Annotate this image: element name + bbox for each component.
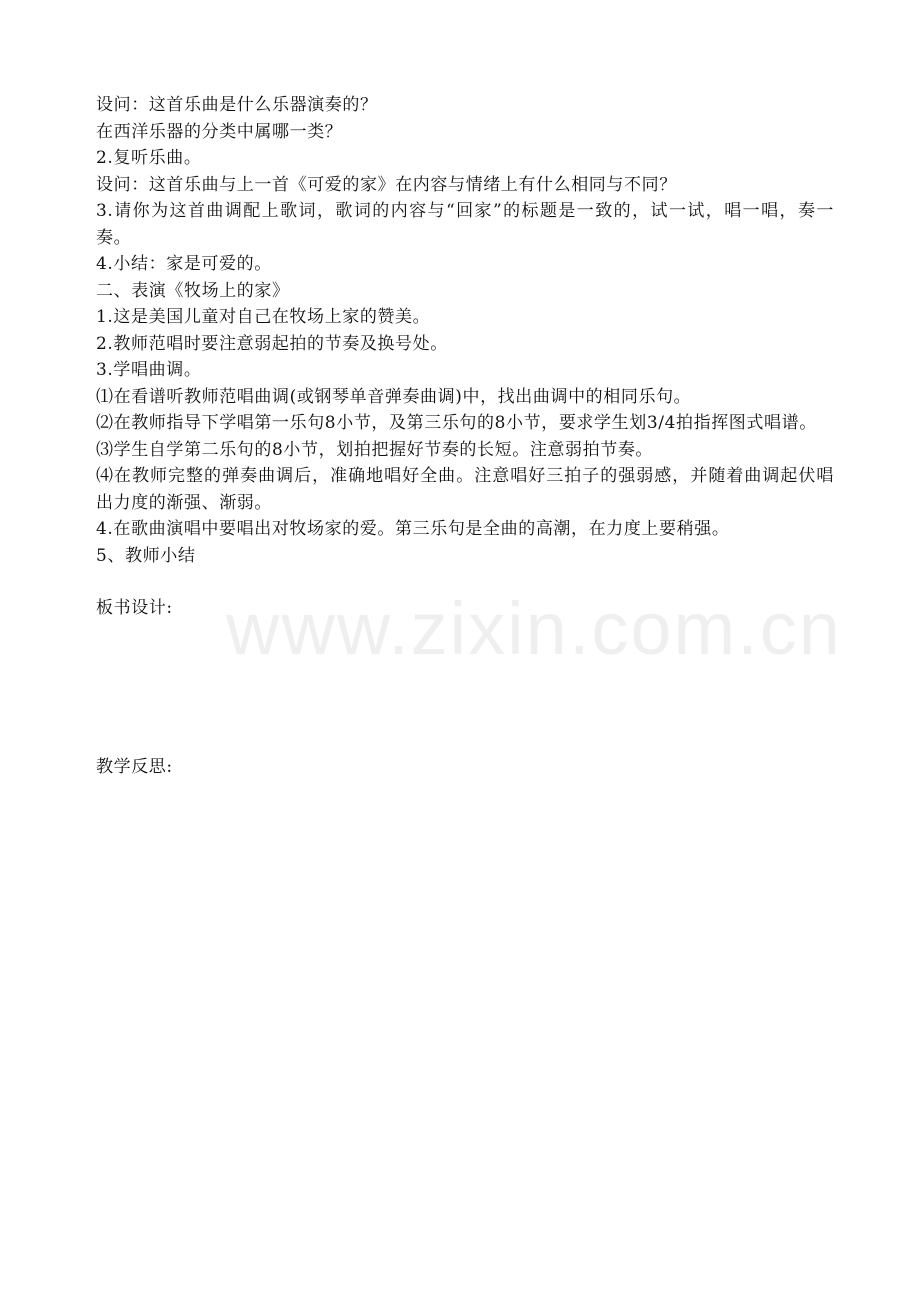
perform-step-4: 4.在歌曲演唱中要唱出对牧场家的爱。第三乐句是全曲的高潮，在力度上要稍强。 xyxy=(96,519,730,539)
spacer xyxy=(96,622,834,754)
question-instrument: 设问：这首乐曲是什么乐器演奏的？ xyxy=(96,95,378,115)
question-category: 在西洋乐器的分类中属哪一类？ xyxy=(96,121,343,142)
step-summary: 4.小结：家是可爱的。 xyxy=(96,254,272,274)
substep-2: ⑵在教师指导下学唱第一乐句8小节，及第三乐句的8小节，要求学生划3/4拍指挥图式唱谱。 xyxy=(96,413,817,433)
perform-step-1: 1.这是美国儿童对自己在牧场上家的赞美。 xyxy=(96,307,431,327)
question-compare: 设问：这首乐曲与上一首《可爱的家》在内容与情绪上有什么相同与不同？ xyxy=(96,174,677,195)
spacer xyxy=(96,569,834,595)
substep-1: ⑴在看谱听教师范唱曲调(或钢琴单音弹奏曲调)中，找出曲调中的相同乐句。 xyxy=(96,386,692,407)
step-lyrics: 3.请你为这首曲调配上歌词，歌词的内容与“回家”的标题是一致的，试一试，唱一唱，奏一奏。 xyxy=(96,201,834,248)
step-relisten: 2.复听乐曲。 xyxy=(96,148,202,168)
perform-step-3: 3.学唱曲调。 xyxy=(96,360,202,380)
substep-4: ⑷在教师完整的弹奏曲调后，准确地唱好全曲。注意唱好三拍子的强弱感，并随着曲调起伏唱出力度的渐强、渐弱。 xyxy=(96,466,834,513)
watermark: www.zixin.com.cn xyxy=(226,587,842,670)
section-heading-perform: 二、表演《牧场上的家》 xyxy=(96,280,290,301)
document-body xyxy=(96,92,834,780)
perform-step-5: 5、教师小结 xyxy=(96,545,196,566)
substep-3: ⑶学生自学第二乐句的8小节，划拍把握好节奏的长短。注意弱拍节奏。 xyxy=(96,439,654,460)
reflection-label: 教学反思: xyxy=(96,756,173,777)
perform-step-2: 2.教师范唱时要注意弱起拍的节奏及换号处。 xyxy=(96,333,448,354)
board-design-label: 板书设计: xyxy=(96,598,173,618)
